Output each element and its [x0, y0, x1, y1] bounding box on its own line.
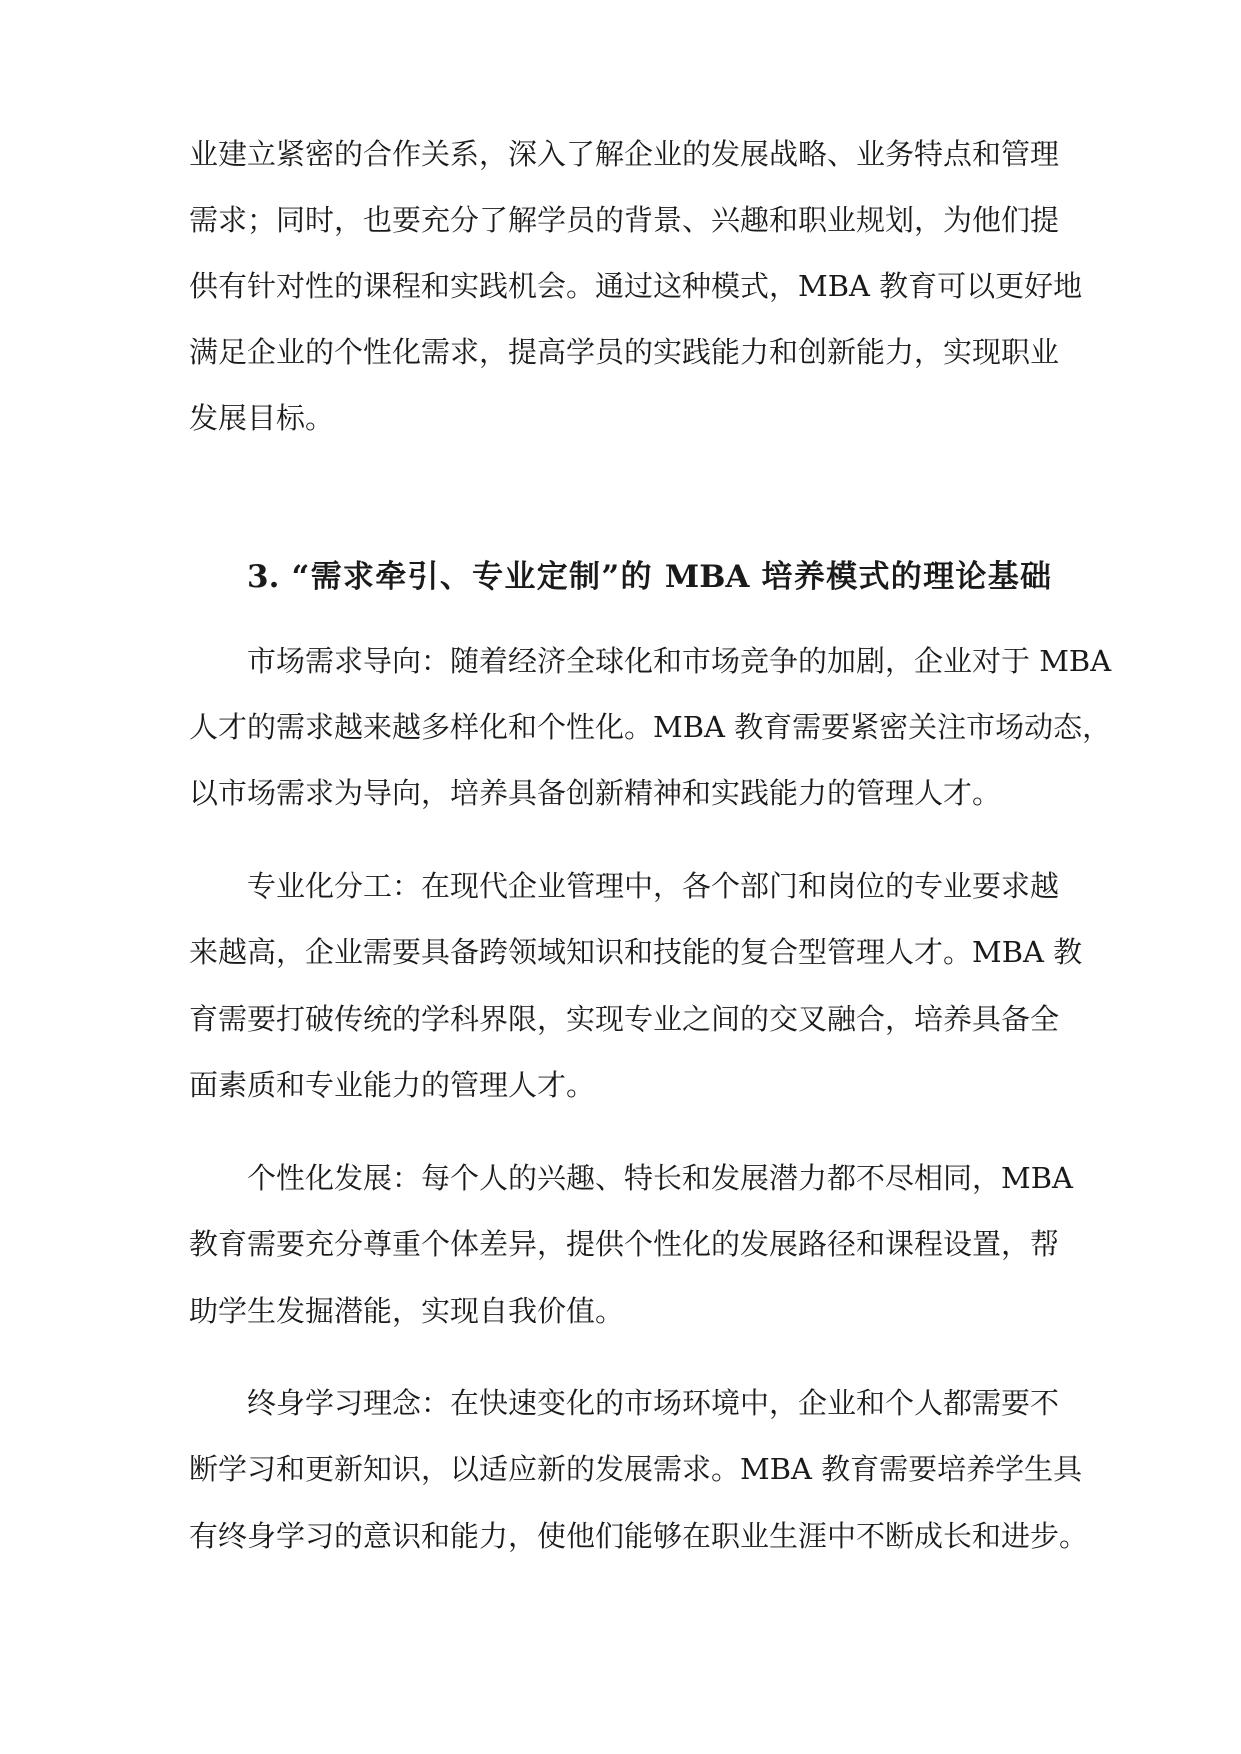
section-heading: 3. “需求牵引、专业定制”的 MBA 培养模式的理论基础: [247, 559, 1051, 595]
text-line: 教育需要充分尊重个体差异，提供个性化的发展路径和课程设置，帮: [189, 1227, 1060, 1261]
text-line: 终身学习理念：在快速变化的市场环境中，企业和个人都需要不: [247, 1386, 1060, 1420]
text-line: 断学习和更新知识，以适应新的发展需求。MBA 教育需要培养学生具: [189, 1452, 1083, 1486]
text-line: 育需要打破传统的学科界限，实现专业之间的交叉融合，培养具备全: [189, 1002, 1060, 1036]
text-line: 个性化发展：每个人的兴趣、特长和发展潜力都不尽相同，MBA: [247, 1161, 1073, 1195]
text-line: 满足企业的个性化需求，提高学员的实践能力和创新能力，实现职业: [189, 335, 1060, 369]
text-line: 面素质和专业能力的管理人才。: [189, 1068, 596, 1102]
text-line: 市场需求导向：随着经济全球化和市场竞争的加剧，企业对于 MBA: [247, 644, 1112, 678]
text-line: 助学生发掘潜能，实现自我价值。: [189, 1294, 625, 1328]
text-line: 有终身学习的意识和能力，使他们能够在职业生涯中不断成长和进步。: [189, 1519, 1089, 1553]
text-line: 来越高，企业需要具备跨领域知识和技能的复合型管理人才。MBA 教: [189, 935, 1083, 969]
text-line: 供有针对性的课程和实践机会。通过这种模式，MBA 教育可以更好地: [189, 269, 1083, 303]
text-line: 发展目标。: [189, 401, 335, 435]
text-line: 需求；同时，也要充分了解学员的背景、兴趣和职业规划，为他们提: [189, 203, 1060, 237]
text-line: 以市场需求为导向，培养具备创新精神和实践能力的管理人才。: [189, 776, 1002, 810]
text-line: 人才的需求越来越多样化和个性化。MBA 教育需要紧密关注市场动态，: [189, 710, 1112, 744]
text-line: 业建立紧密的合作关系，深入了解企业的发展战略、业务特点和管理: [189, 137, 1060, 171]
text-line: 专业化分工：在现代企业管理中，各个部门和岗位的专业要求越: [247, 869, 1060, 903]
